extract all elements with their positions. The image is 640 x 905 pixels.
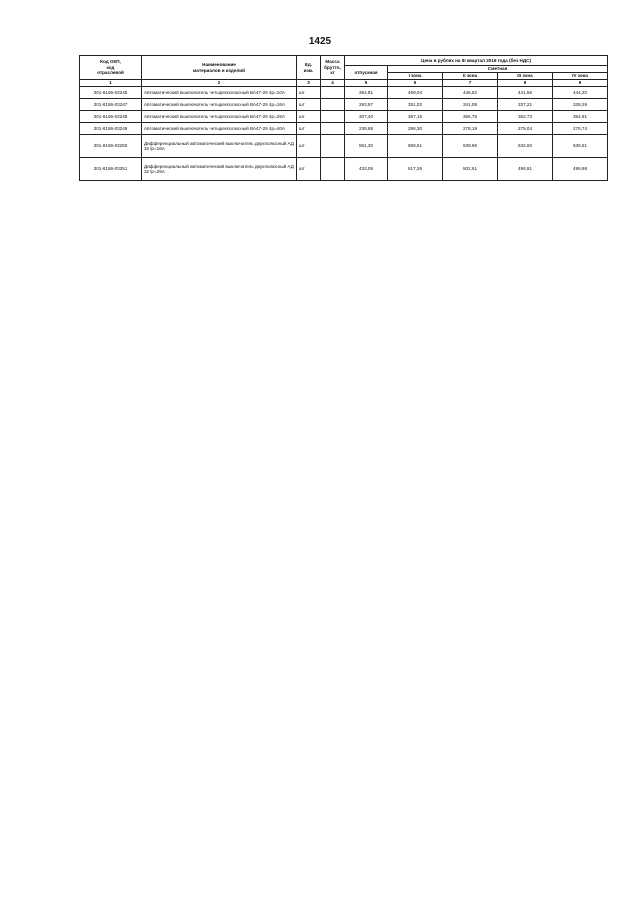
row-price-zone-4: 636,51 (553, 135, 608, 158)
row-unit: шт (297, 135, 321, 158)
col-index: 1 (80, 80, 142, 87)
row-price-zone-1: 351,02 (388, 99, 443, 111)
row-unit: шт (297, 99, 321, 111)
col-index: 9 (553, 80, 608, 87)
table-row (80, 111, 608, 123)
row-price-release: 307,40 (345, 111, 388, 123)
row-unit: шт (297, 123, 321, 135)
header-zone-2: II зона (443, 73, 498, 80)
row-price-release: 354,81 (345, 87, 388, 99)
row-code: 301-8156-03247 (80, 99, 142, 111)
row-code: 301-8156-03248 (80, 111, 142, 123)
row-name: Автоматический выключатель четырехполюсный ВА47-29 4р=10А (142, 87, 297, 99)
row-code: 301-8156-03250 (80, 135, 142, 158)
row-mass (321, 87, 345, 99)
row-name: Автоматический выключатель четырехполюсный ВА47-29 4р=16А (142, 99, 297, 111)
row-name: Автоматический выключатель четырехполюсный ВА47-29 4р=40А (142, 123, 297, 135)
table-row (80, 99, 608, 111)
row-unit: шт (297, 111, 321, 123)
table-row (80, 135, 608, 158)
row-code: 301-8156-03251 (80, 158, 142, 181)
row-price-zone-2: 341,08 (443, 99, 498, 111)
row-price-release: 239,68 (345, 123, 388, 135)
header-zone-4: IV зона (553, 73, 608, 80)
row-price-zone-2: 446,62 (443, 87, 498, 99)
header-unit: Ед. изм. (297, 56, 321, 80)
row-price-zone-2: 639,96 (443, 135, 498, 158)
row-price-zone-1: 659,51 (388, 135, 443, 158)
row-code: 301-8156-03249 (80, 123, 142, 135)
row-code: 301-8156-03246 (80, 87, 142, 99)
row-price-release: 551,30 (345, 135, 388, 158)
row-name: Дифференциальный автоматический выключатель двухполюсный АД 32 lр=16А (142, 135, 297, 158)
row-price-zone-3: 275,04 (498, 123, 553, 135)
col-index: 7 (443, 80, 498, 87)
row-price-zone-4: 444,20 (553, 87, 608, 99)
header-zone-3: III зона (498, 73, 553, 80)
col-index: 4 (321, 80, 345, 87)
row-price-zone-3: 352,73 (498, 111, 553, 123)
header-mass: Масса брутто, кг (321, 56, 345, 80)
row-price-zone-3: 337,21 (498, 99, 553, 111)
header-name: Наименование материалов и изделий (142, 56, 297, 80)
col-index: 8 (498, 80, 553, 87)
table-row (80, 123, 608, 135)
col-index: 6 (388, 80, 443, 87)
row-price-zone-1: 286,30 (388, 123, 443, 135)
header-zone-1: I зона (388, 73, 443, 80)
col-index: 2 (142, 80, 297, 87)
row-price-zone-4: 276,74 (553, 123, 608, 135)
row-price-zone-1: 367,15 (388, 111, 443, 123)
price-table (79, 55, 608, 181)
row-mass (321, 99, 345, 111)
row-price-zone-2: 502,61 (443, 158, 498, 181)
table-row (80, 158, 608, 181)
row-price-zone-2: 278,19 (443, 123, 498, 135)
row-mass (321, 135, 345, 158)
header-code: Код ОКП, код отраслевой (80, 56, 142, 80)
header-release: отпускная (345, 66, 388, 80)
page-number: 1425 (308, 36, 332, 47)
row-price-zone-3: 496,91 (498, 158, 553, 181)
row-mass (321, 158, 345, 181)
col-index: 3 (297, 80, 321, 87)
row-price-zone-4: 354,91 (553, 111, 608, 123)
row-price-zone-1: 459,04 (388, 87, 443, 99)
row-name: Автоматический выключатель четырехполюсный ВА47-29 4р=25А (142, 111, 297, 123)
row-price-zone-3: 632,60 (498, 135, 553, 158)
row-price-zone-4: 339,29 (553, 99, 608, 111)
table-row (80, 87, 608, 99)
row-price-release: 433,05 (345, 158, 388, 181)
row-name: Дифференциальный автоматический выключатель двухполюсный АД 32 lр=25А (142, 158, 297, 181)
row-price-zone-2: 356,76 (443, 111, 498, 123)
row-mass (321, 123, 345, 135)
row-price-zone-4: 499,98 (553, 158, 608, 181)
header-estimate: Сметная (388, 66, 608, 73)
header-price-group: Цена в рублях на III квартал 2016 года (без НДС) (345, 56, 608, 66)
row-unit: шт (297, 158, 321, 181)
table-body (80, 87, 608, 181)
row-mass (321, 111, 345, 123)
row-price-release: 293,97 (345, 99, 388, 111)
col-index: 5 (345, 80, 388, 87)
row-unit: шт (297, 87, 321, 99)
row-price-zone-1: 517,26 (388, 158, 443, 181)
row-price-zone-3: 441,56 (498, 87, 553, 99)
